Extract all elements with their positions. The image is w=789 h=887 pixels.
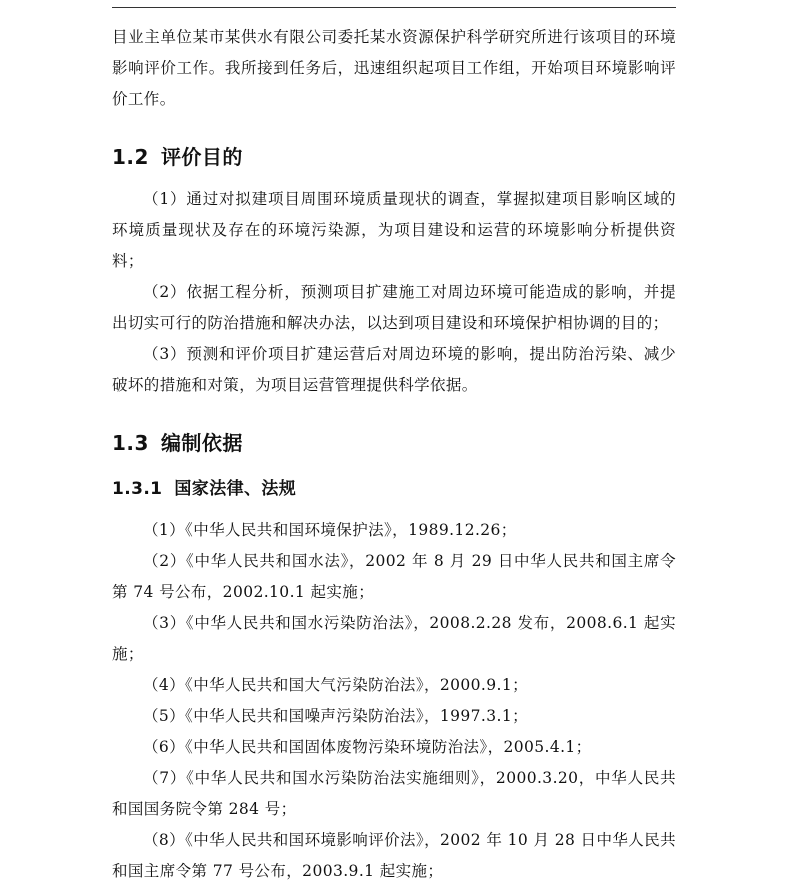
section-number: 1.3: [112, 431, 149, 455]
subsection-title: 国家法律、法规: [174, 479, 297, 499]
document-page: [112, 22, 676, 887]
law-item-8: （8）《中华人民共和国环境影响评价法》，2002 年 10 月 28 日中华人民共和国主席令第 77 号公布，2003.9.1 起实施；: [112, 831, 676, 880]
section-heading-1-3: [112, 427, 676, 456]
purpose-item-1: （1）通过对拟建项目周围环境质量现状的调查，掌握拟建项目影响区域的环境质量现状及存在的环境污染源，为项目建设和运营的环境影响分析提供资料；: [112, 190, 676, 270]
law-item-5: （5）《中华人民共和国噪声污染防治法》，1997.3.1；: [143, 707, 528, 725]
header-rule: [112, 7, 676, 8]
law-item-1: （1）《中华人民共和国环境保护法》，1989.12.26；: [143, 521, 517, 539]
section-title: 评价目的: [160, 145, 243, 169]
section-heading-1-2: [112, 141, 676, 170]
subsection-heading-1-3-1: [112, 474, 676, 499]
subsection-number: 1.3.1: [112, 479, 163, 499]
intro-paragraph: 目业主单位某市某供水有限公司委托某水资源保护科学研究所进行该项目的环境影响评价工作。我所接到任务后，迅速组织起项目工作组，开始项目环境影响评价工作。: [112, 28, 676, 108]
law-item-3: （3）《中华人民共和国水污染防治法》，2008.2.28 发布，2008.6.1 起实施；: [112, 614, 676, 663]
purpose-item-3: （3）预测和评价项目扩建运营后对周边环境的影响，提出防治污染、减少破坏的措施和对策，为项目运营管理提供科学依据。: [112, 345, 676, 394]
law-item-4: （4）《中华人民共和国大气污染防治法》，2000.9.1；: [143, 676, 528, 694]
law-item-7: （7）《中华人民共和国水污染防治法实施细则》，2000.3.20，中华人民共和国国务院令第 284 号；: [112, 769, 676, 818]
law-item-2: （2）《中华人民共和国水法》，2002 年 8 月 29 日中华人民共和国主席令第 74 号公布，2002.10.1 起实施；: [112, 552, 676, 601]
section-number: 1.2: [112, 145, 149, 169]
law-item-6: （6）《中华人民共和国固体废物污染环境防治法》，2005.4.1；: [143, 738, 592, 756]
section-title: 编制依据: [160, 431, 243, 455]
purpose-item-2: （2）依据工程分析，预测项目扩建施工对周边环境可能造成的影响，并提出切实可行的防治措施和解决办法，以达到项目建设和环境保护相协调的目的；: [112, 283, 676, 332]
